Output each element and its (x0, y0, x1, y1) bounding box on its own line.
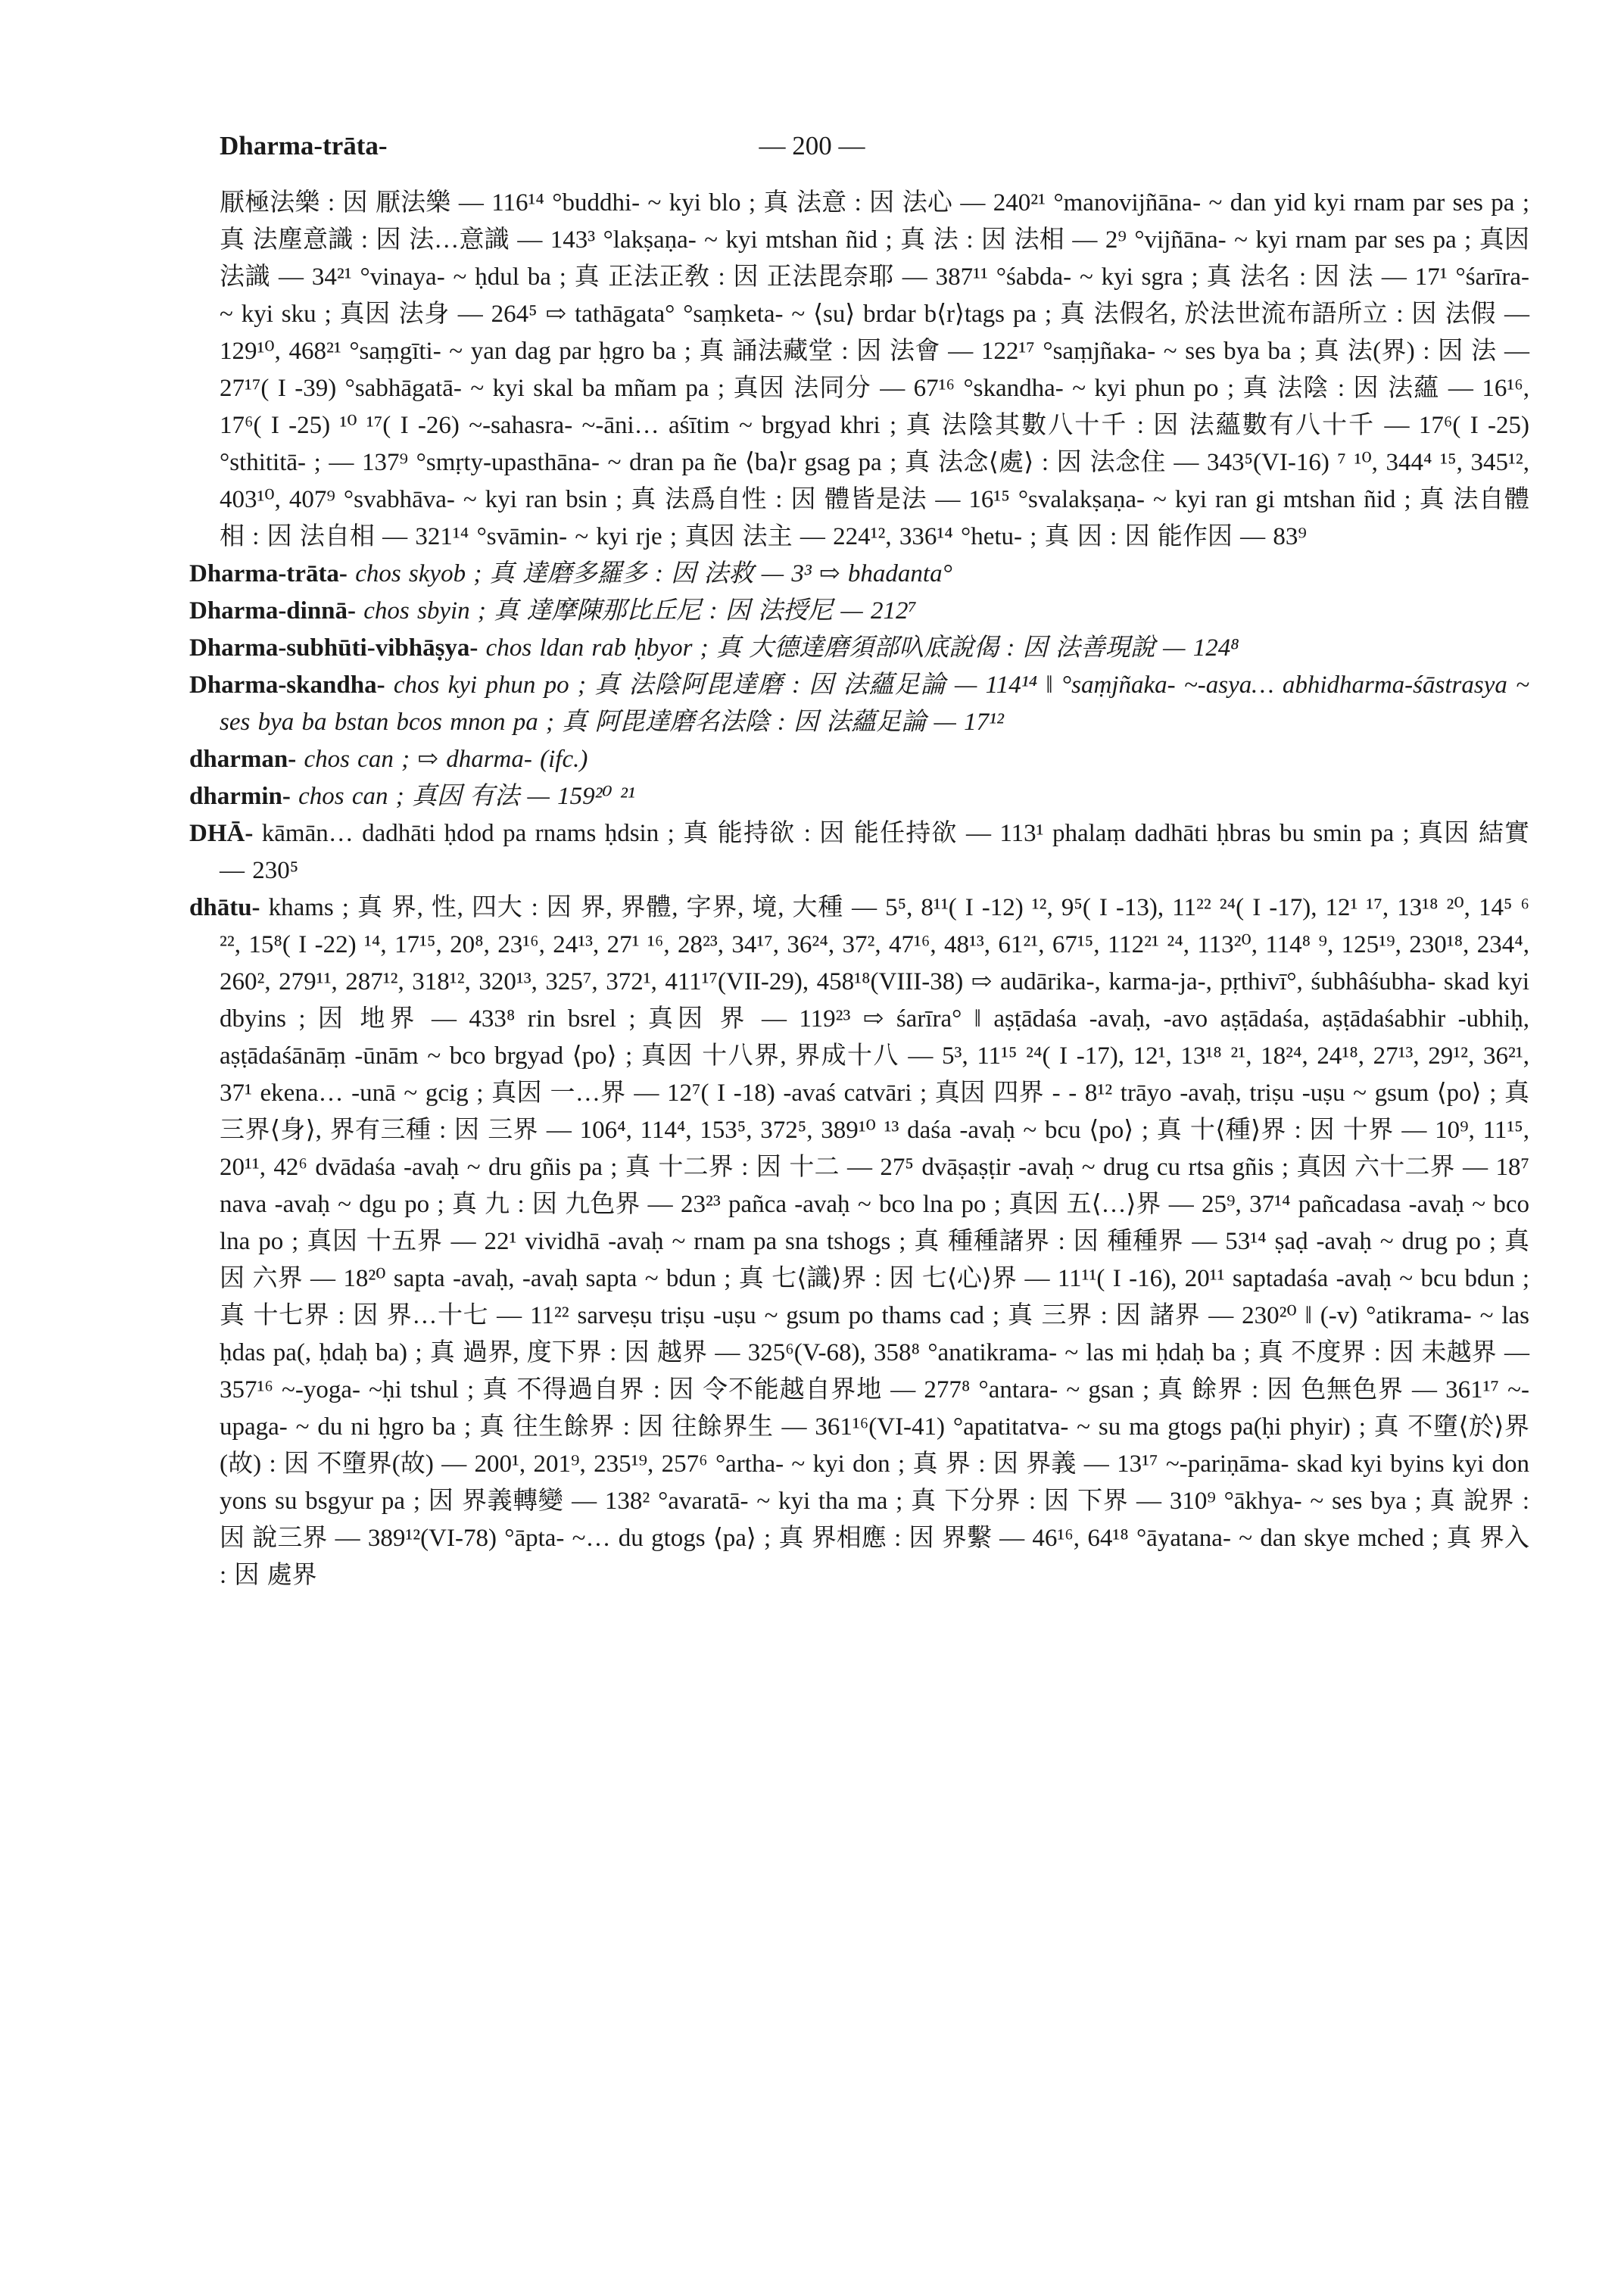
entry-body: khams ; 真 界, 性, 四大 : 因 界, 界體, 字界, 境, 大種 — 5⁵, 8¹¹( I -12) ¹², 9⁵( I -13), 11²² ²⁴( I -17), 12¹ ¹⁷, 13¹⁸ ²⁰, 14⁵ ⁶ ²², 15⁸( I -22) ¹⁴, 17¹⁵, 20⁸, 23¹⁶, 24¹³, 27¹ ¹⁶, 28²³, 34¹⁷, 36²⁴, 37², 47¹⁶, 48¹³, 61²¹, 67¹⁵, 112²¹ ²⁴, 113²⁰, 114⁸ ⁹, 125¹⁹, 230¹⁸, 234⁴, 260², 279¹¹, 287¹², 318¹², 320¹³, 325⁷, 372¹, 411¹⁷(VII-29), 458¹⁸(VIII-38) ⇨ audārika-, karma-ja-, pṛthivī°, śubhâśubha- skad kyi dbyins ; 因 地界 — 433⁸ rin bsrel ; 真因 界 — 119²³ ⇨ śarīra° ‖ aṣṭādaśa -avaḥ, -avo aṣṭādaśa, aṣṭādaśabhir -ubhiḥ, aṣṭādaśānāṃ -ūnām ~ bco brgyad ⟨po⟩ ; 真因 十八界, 界成十八 — 5³, 11¹⁵ ²⁴( I -17), 12¹, 13¹⁸ ²¹, 18²⁴, 24¹⁸, 27¹³, 29¹², 36²¹, 37¹ ekena… -unā ~ gcig ; 真因 一…界 — 12⁷( I -18) -avaś catvāri ; 真因 四界 - - 8¹² trāyo -avaḥ, triṣu -uṣu ~ gsum ⟨po⟩ ; 真 三界⟨身⟩, 界有三種 : 因 三界 — 106⁴, 114⁴, 153⁵, 372⁵, 389¹⁰ ¹³ daśa -avaḥ ~ bcu ⟨po⟩ ; 真 十⟨種⟩界 : 因 十界 — 10⁹, 11¹⁵, 20¹¹, 42⁶ dvādaśa -avaḥ ~ dru gñis pa ; 真 十二界 : 因 十二 — 27⁵ dvāṣaṣṭir -avaḥ ~ drug cu rtsa gñis ; 真因 六十二界 — 18⁷ nava -avaḥ ~ dgu po ; 真 九 : 因 九色界 — 23²³ pañca -avaḥ ~ bco lna po ; 真因 五⟨…⟩界 — 25⁹, 37¹⁴ pañcadasa -avaḥ ~ bco lna po ; 真因 十五界 — 22¹ vividhā -avaḥ ~ rnam pa sna tshogs ; 真 種種諸界 : 因 種種界 — 53¹⁴ ṣaḍ -avaḥ ~ drug po ; 真因 六界 — 18²⁰ sapta -avaḥ, -avaḥ sapta ~ bdun ; 真 七⟨識⟩界 : 因 七⟨心⟩界 — 11¹¹( I -16), 20¹¹ saptadaśa -avaḥ ~ bcu bdun ; 真 十七界 : 因 界…十七 — 11²² sarveṣu triṣu -uṣu ~ gsum po thams cad ; 真 三界 : 因 諸界 — 230²⁰ ‖ (-v) °atikrama- ~ las ḥdas pa(, ḥdaḥ ba) ; 真 過界, 度下界 : 因 越界 — 325⁶(V-68), 358⁸ °anatikrama- ~ las mi ḥdaḥ ba ; 真 不度界 : 因 未越界 — 357¹⁶ ~-yoga- ~ḥi tshul ; 真 不得過自界 : 因 令不能越自界地 — 277⁸ °antara- ~ gsan ; 真 餘界 : 因 色無色界 — 361¹⁷ ~-upaga- ~ du ni ḥgro ba ; 真 往生餘界 : 因 往餘界生 — 361¹⁶(VI-41) °apatitatva- ~ su ma gtogs pa(ḥi phyir) ; 真 不墮⟨於⟩界(故) : 因 不墮界(故) — 200¹, 201⁹, 235¹⁹, 257⁶ °artha- ~ kyi don ; 真 界 : 因 界義 — 13¹⁷ ~-pariṇāma- skad kyi byins kyi don yons su bsgyur pa ; 因 界義轉變 — 138² °avaratā- ~ kyi tha ma ; 真 下分界 : 因 下界 — 310⁹ °ākhya- ~ ses bya ; 真 說界 : 因 說三界 — 389¹²(VI-78) °āpta- ~… du gtogs ⟨pa⟩ ; 真 界相應 : 因 界繫 — 46¹⁶, 64¹⁸ °āyatana- ~ dan skye mched ; 真 界入 : 因 處界 (220, 894, 1530, 1589)
entry-body: chos can ; ⇨ dharma- (ifc.) (304, 746, 588, 773)
dictionary-entry (189, 778, 1529, 815)
dictionary-entry (189, 593, 1529, 630)
entry-body: chos can ; 真因 有法 — 159²⁰ ²¹ (298, 783, 635, 810)
dictionary-entry (189, 630, 1529, 667)
entry-headword: Dharma-subhūti-vibhāṣya- (189, 634, 478, 662)
dictionary-entry (189, 741, 1529, 778)
entry-headword: Dharma-dinnā- (189, 597, 357, 625)
entry-list (189, 185, 1529, 1594)
entry-body: chos ldan rab ḥbyor ; 真 大德達磨須部叺底說偈 : 因 法善現說 — 124⁸ (485, 634, 1239, 662)
entry-body: chos sbyin ; 真 達摩陳那比丘尼 : 因 法授尼 — 212⁷ (363, 597, 917, 625)
entry-body: chos skyob ; 真 達磨多羅多 : 因 法救 — 3³ ⇨ bhadanta° (355, 560, 952, 587)
entry-headword: Dharma-trāta- (189, 560, 348, 587)
dictionary-entry (189, 556, 1529, 593)
dictionary-entry (189, 667, 1529, 741)
page-number: — 200 — (759, 131, 865, 160)
entry-headword: dhātu- (189, 894, 260, 921)
entry-body: chos kyi phun po ; 真 法陰阿毘達磨 : 因 法蘊足論 — 114¹⁴ ‖ °saṃjñaka- ~-asya… abhidharma-śāstrasya ~ ses bya ba bstan bcos mnon pa ; 真 阿毘達磨名法陰 : 因 法蘊足論 — 17¹² (220, 671, 1529, 736)
entry-body: kāmān… dadhāti ḥdod pa rnams ḥdsin ; 真 能持欲 : 因 能任持欲 — 113¹ phalaṃ dadhāti ḥbras bu smin pa ; 真因 結實 — 230⁵ (220, 820, 1530, 884)
dictionary-entry (189, 889, 1529, 1594)
entry-headword: Dharma-skandha- (189, 671, 385, 699)
entry-continuation (189, 185, 1529, 556)
entry-headword: DHĀ- (189, 820, 254, 847)
dictionary-entry (189, 815, 1529, 889)
entry-body: 厭極法樂 : 因 厭法樂 — 116¹⁴ °buddhi- ~ kyi blo ; 真 法意 : 因 法心 — 240²¹ °manovijñāna- ~ dan yid kyi rnam par ses pa ; 真 法塵意識 : 因 法…意識 — 143³ °lakṣaṇa- ~ kyi mtshan ñid ; 真 法 : 因 法相 — 2⁹ °vijñāna- ~ kyi rnam par ses pa ; 真因 法識 — 34²¹ °vinaya- ~ ḥdul ba ; 真 正法正敎 : 因 正法毘奈耶 — 387¹¹ °śabda- ~ kyi sgra ; 真 法名 : 因 法 — 17¹ °śarīra- ~ kyi sku ; 真因 法身 — 264⁵ ⇨ tathāgata° °saṃketa- ~ ⟨su⟩ brdar b⟨r⟩tags pa ; 真 法假名, 於法世流布語所立 : 因 法假 — 129¹⁰, 468²¹ °saṃgīti- ~ yan dag par ḥgro ba ; 真 誦法藏堂 : 因 法會 — 122¹⁷ °saṃjñaka- ~ ses bya ba ; 真 法(界) : 因 法 — 27¹⁷( I -39) °sabhāgatā- ~ kyi skal ba mñam pa ; 真因 法同分 — 67¹⁶ °skandha- ~ kyi phun po ; 真 法陰 : 因 法蘊 — 16¹⁶, 17⁶( I -25) ¹⁰ ¹⁷( I -26) ~-sahasra- ~-āni… aśītim ~ brgyad khri ; 真 法陰其數八十千 : 因 法蘊數有八十千 — 17⁶( I -25) °sthititā- ; — 137⁹ °smṛty-upasthāna- ~ dran pa ñe ⟨ba⟩r gsag pa ; 真 法念⟨處⟩ : 因 法念住 — 343⁵(VI-16) ⁷ ¹⁰, 344⁴ ¹⁵, 345¹², 403¹⁰, 407⁹ °svabhāva- ~ kyi ran bsin ; 真 法爲自性 : 因 體皆是法 — 16¹⁵ °svalakṣaṇa- ~ kyi ran gi mtshan ñid ; 真 法自體相 : 因 法自相 — 321¹⁴ °svāmin- ~ kyi rje ; 真因 法主 — 224¹², 336¹⁴ °hetu- ; 真 因 : 因 能作因 — 83⁹ (220, 189, 1529, 550)
entry-headword: dharmin- (189, 783, 291, 810)
running-head: Dharma-trāta- (220, 131, 388, 160)
entry-headword: dharman- (189, 746, 297, 773)
page-header (220, 127, 1404, 165)
